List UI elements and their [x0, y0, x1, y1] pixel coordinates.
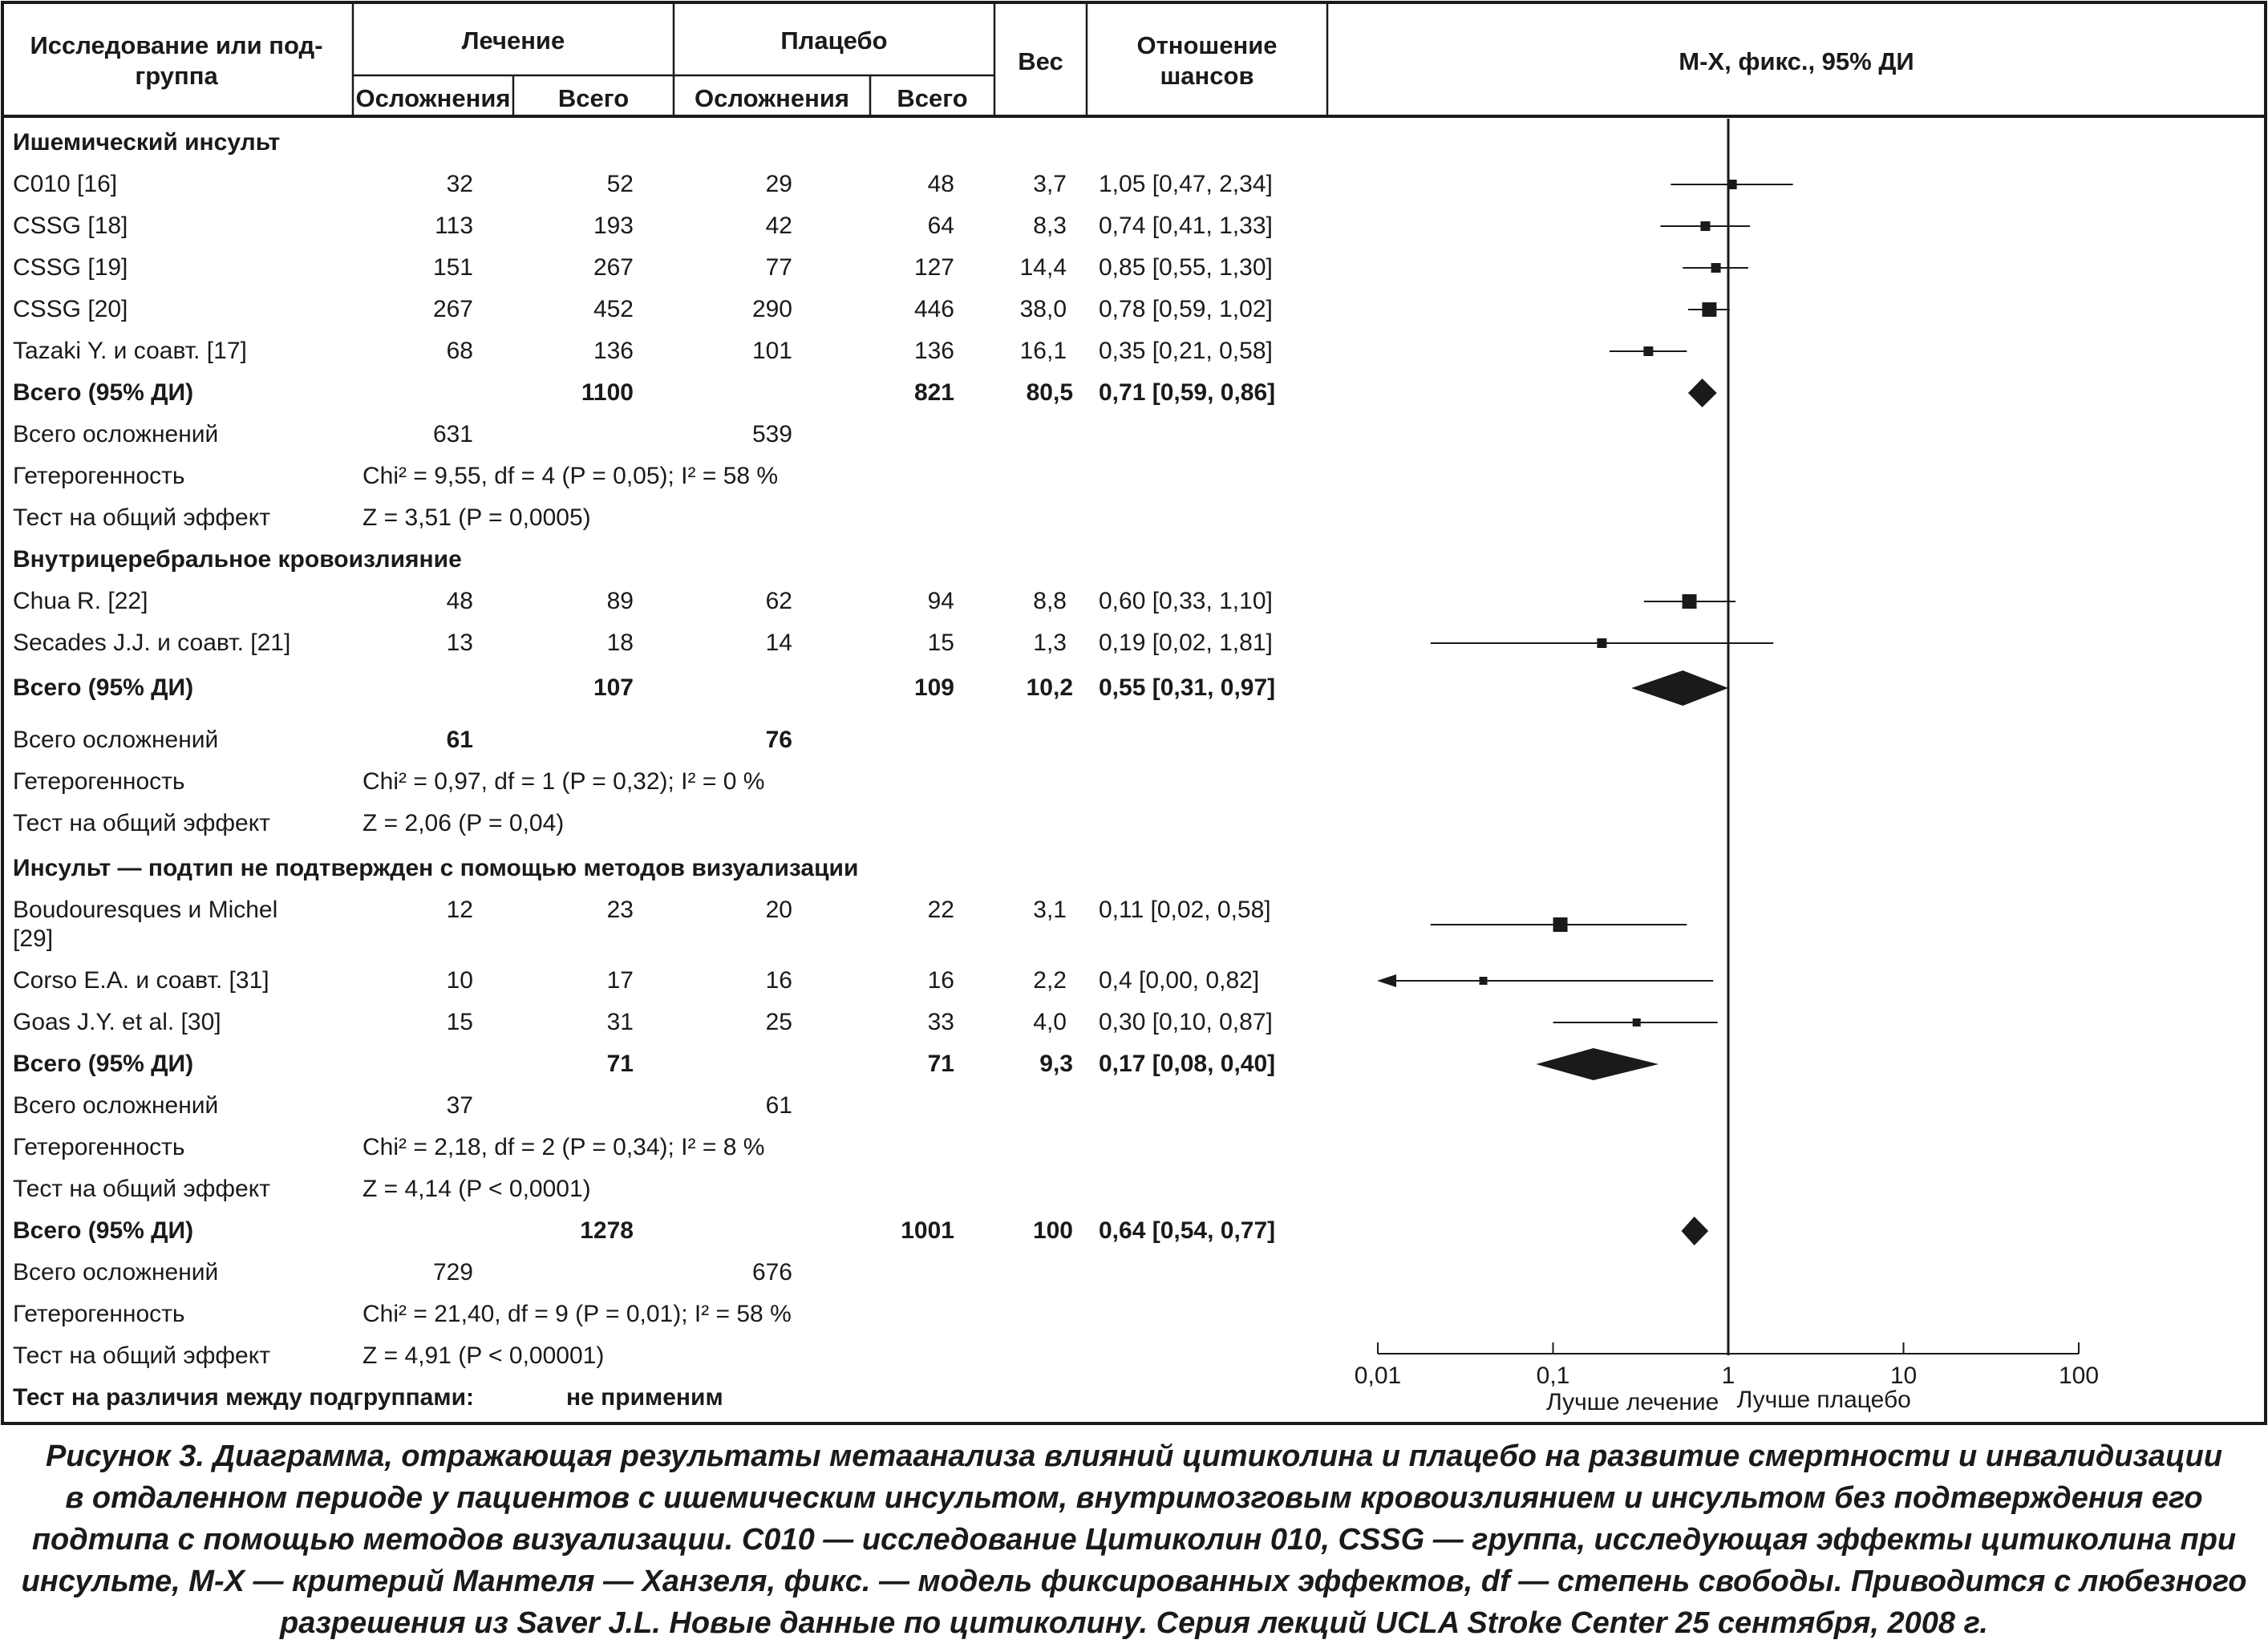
pooled-estimate-diamond [1682, 1217, 1709, 1245]
odds-ratio-value: 0,4 [0,00, 0,82] [1099, 967, 1260, 994]
study-label: Boudouresques и Michel [13, 897, 278, 923]
treatment-total: 23 [606, 897, 634, 923]
treatment-events: 13 [446, 630, 473, 656]
study-label: [29] [13, 925, 54, 952]
weight-value: 38,0 [1019, 296, 1067, 322]
odds-ratio-value: 0,55 [0,31, 0,97] [1099, 674, 1276, 701]
treatment-total: 136 [593, 338, 634, 364]
study-label: Chua R. [22] [13, 588, 148, 614]
weight-value: 4,0 [1033, 1009, 1067, 1035]
study-estimate-square [1683, 594, 1697, 609]
treatment-total: 452 [593, 296, 634, 322]
placebo-total: 821 [913, 379, 954, 406]
treatment-total: 18 [606, 630, 634, 656]
stat-value: Z = 2,06 (P = 0,04) [362, 810, 565, 836]
odds-ratio-value: 0,85 [0,55, 1,30] [1099, 254, 1273, 281]
odds-ratio-value: 0,35 [0,21, 0,58] [1099, 338, 1273, 364]
subgroup-test-label: Тест на различия между подгруппами: [13, 1384, 474, 1411]
pooled-estimate-diamond [1631, 670, 1728, 706]
placebo-events: 539 [751, 421, 792, 447]
study-estimate-square [1553, 917, 1568, 932]
caption-line: разрешения из Saver J.L. Новые данные по цитиколину. Серия лекций UCLA Stroke Center 25 сентября, 2008 г. [280, 1606, 1988, 1640]
weight-value: 8,3 [1033, 213, 1067, 239]
study-estimate-square [1643, 346, 1653, 356]
treatment-events: 12 [446, 897, 473, 923]
study-label: Goas J.Y. et al. [30] [13, 1009, 221, 1035]
stat-value: Chi² = 9,55, df = 4 (P = 0,05); I² = 58 % [362, 463, 779, 489]
treatment-total: 89 [606, 588, 634, 614]
placebo-total: 127 [913, 254, 954, 281]
study-label: CSSG [19] [13, 254, 128, 281]
pooled-estimate-diamond [1688, 379, 1717, 407]
favours-placebo-label: Лучше плацебо [1736, 1387, 1911, 1413]
treatment-total: 1278 [580, 1217, 634, 1244]
odds-ratio-value: 0,74 [0,41, 1,33] [1099, 213, 1273, 239]
treatment-total: 52 [606, 171, 634, 197]
odds-ratio-value: 0,17 [0,08, 0,40] [1099, 1051, 1276, 1077]
treatment-total: 1100 [581, 379, 634, 406]
placebo-total: 109 [913, 674, 954, 701]
placebo-events: 77 [765, 254, 792, 281]
placebo-total: 71 [927, 1051, 954, 1077]
x-tick-label: 1 [1721, 1363, 1735, 1389]
stat-label: Гетерогенность [13, 1134, 185, 1160]
study-estimate-square [1597, 638, 1606, 648]
study-label: Tazaki Y. и соавт. [17] [13, 338, 247, 364]
placebo-total: 33 [927, 1009, 954, 1035]
treatment-events: 10 [446, 967, 473, 994]
subgroup-heading: Инсульт — подтип не подтвержден с помощью методов визуализации [13, 855, 859, 881]
study-estimate-square [1480, 977, 1488, 985]
odds-ratio-value: 0,60 [0,33, 1,10] [1099, 588, 1273, 614]
treatment-events: 68 [446, 338, 473, 364]
study-label: C010 [16] [13, 171, 118, 197]
weight-value: 14,4 [1019, 254, 1067, 281]
stat-value: Z = 4,91 (P < 0,00001) [362, 1342, 605, 1369]
events-label: Всего осложнений [13, 1092, 219, 1119]
odds-ratio-value: 0,11 [0,02, 0,58] [1099, 897, 1271, 923]
stat-label: Тест на общий эффект [13, 1176, 270, 1202]
subgroup-heading: Ишемический инсульт [13, 129, 281, 156]
stat-value: Chi² = 21,40, df = 9 (P = 0,01); I² = 58 % [362, 1301, 792, 1327]
treatment-events: 631 [432, 421, 473, 447]
total-label: Всего (95% ДИ) [13, 379, 194, 406]
caption-line: инсульте, М-Х — критерий Мантеля — Ханзеля, фикс. — модель фиксированных эффектов, df — степень свободы. Приводится с любезного [21, 1565, 2247, 1598]
stat-label: Тест на общий эффект [13, 810, 270, 836]
placebo-events: 14 [765, 630, 792, 656]
caption-line: Рисунок 3. Диаграмма, отражающая результаты метаанализа влияний цитиколина и плацебо на развитие смертности и инвалидизации [45, 1439, 2223, 1473]
placebo-events: 61 [765, 1092, 792, 1119]
subgroup-test-value: не применим [566, 1384, 723, 1411]
header-weight: Вес [1018, 47, 1063, 75]
treatment-events: 32 [446, 171, 473, 197]
placebo-events: 16 [765, 967, 792, 994]
ci-arrow-left [1377, 974, 1396, 987]
treatment-total: 71 [606, 1051, 634, 1077]
stat-value: Chi² = 0,97, df = 1 (P = 0,32); I² = 0 % [362, 768, 765, 795]
treatment-total: 17 [606, 967, 634, 994]
stat-label: Гетерогенность [13, 768, 185, 795]
weight-value: 3,1 [1033, 897, 1067, 923]
header-placebo: Плацебо [780, 26, 888, 55]
header-placebo-total: Всего [897, 84, 968, 112]
header-treatment-total: Всего [557, 84, 630, 112]
events-label: Всего осложнений [13, 727, 219, 753]
study-estimate-square [1700, 221, 1710, 231]
placebo-events: 76 [765, 727, 792, 753]
caption-line: подтипа с помощью методов визуализации. C010 — исследование Цитиколин 010, CSSG — группа, исследующая эффекты цитиколина при [31, 1523, 2237, 1557]
placebo-events: 42 [765, 213, 792, 239]
events-label: Всего осложнений [13, 1259, 219, 1286]
favours-treatment-label: Лучше лечение [1546, 1389, 1719, 1415]
study-label: CSSG [18] [13, 213, 128, 239]
total-label: Всего (95% ДИ) [13, 674, 194, 701]
header-plot-title: М-Х, фикс., 95% ДИ [1679, 47, 1914, 75]
header-or-line1: Отношение [1136, 31, 1278, 59]
placebo-total: 15 [927, 630, 954, 656]
header-or-line2: шансов [1160, 62, 1254, 90]
x-tick-label: 100 [2058, 1363, 2100, 1389]
study-label: Corso E.A. и соавт. [31] [13, 967, 269, 994]
stat-label: Тест на общий эффект [13, 1342, 270, 1369]
odds-ratio-value: 0,64 [0,54, 0,77] [1099, 1217, 1276, 1244]
caption-line: в отдаленном периоде у пациентов с ишемическим инсультом, внутримозговым кровоизлиянием и инсультом без подтверждения его [65, 1481, 2203, 1515]
header-treatment-complications: Осложнения [355, 84, 511, 112]
study-estimate-square [1711, 263, 1721, 273]
stat-value: Z = 4,14 (P < 0,0001) [362, 1176, 591, 1202]
weight-value: 3,7 [1033, 171, 1067, 197]
placebo-events: 101 [751, 338, 792, 364]
total-label: Всего (95% ДИ) [13, 1217, 194, 1244]
placebo-events: 676 [751, 1259, 792, 1286]
study-label: Secades J.J. и соавт. [21] [13, 630, 291, 656]
placebo-events: 29 [765, 171, 792, 197]
figure-caption [0, 1435, 2268, 1644]
placebo-total: 446 [913, 296, 954, 322]
placebo-events: 20 [765, 897, 792, 923]
placebo-total: 94 [927, 588, 954, 614]
treatment-events: 729 [432, 1259, 473, 1286]
study-estimate-square [1633, 1018, 1641, 1026]
weight-value: 9,3 [1039, 1051, 1073, 1077]
odds-ratio-value: 0,19 [0,02, 1,81] [1099, 630, 1273, 656]
treatment-total: 31 [606, 1009, 634, 1035]
treatment-events: 151 [432, 254, 473, 281]
stat-value: Z = 3,51 (P = 0,0005) [362, 504, 591, 531]
placebo-events: 62 [765, 588, 792, 614]
placebo-events: 25 [765, 1009, 792, 1035]
odds-ratio-value: 0,71 [0,59, 0,86] [1099, 379, 1276, 406]
treatment-events: 48 [446, 588, 473, 614]
subgroup-heading: Внутрицеребральное кровоизлияние [13, 546, 462, 573]
stat-value: Chi² = 2,18, df = 2 (P = 0,34); I² = 8 % [362, 1134, 765, 1160]
placebo-total: 22 [927, 897, 954, 923]
study-label: CSSG [20] [13, 296, 128, 322]
study-estimate-square [1727, 180, 1737, 189]
weight-value: 1,3 [1033, 630, 1067, 656]
treatment-events: 37 [446, 1092, 473, 1119]
placebo-total: 48 [927, 171, 954, 197]
pooled-estimate-diamond [1536, 1048, 1658, 1080]
odds-ratio-value: 1,05 [0,47, 2,34] [1099, 171, 1273, 197]
treatment-events: 61 [446, 727, 473, 753]
placebo-total: 1001 [901, 1217, 954, 1244]
x-tick-label: 0,1 [1536, 1363, 1570, 1389]
treatment-events: 113 [435, 213, 473, 239]
treatment-events: 267 [432, 296, 473, 322]
total-label: Всего (95% ДИ) [13, 1051, 194, 1077]
events-label: Всего осложнений [13, 421, 219, 447]
stat-label: Гетерогенность [13, 463, 185, 489]
weight-value: 2,2 [1033, 967, 1067, 994]
placebo-total: 64 [927, 213, 954, 239]
stat-label: Тест на общий эффект [13, 504, 270, 531]
weight-value: 80,5 [1026, 379, 1073, 406]
weight-value: 100 [1032, 1217, 1073, 1244]
weight-value: 8,8 [1033, 588, 1067, 614]
stat-label: Гетерогенность [13, 1301, 185, 1327]
study-estimate-square [1702, 302, 1716, 317]
header-study-line2: группа [135, 62, 218, 90]
treatment-total: 193 [593, 213, 634, 239]
placebo-total: 16 [927, 967, 954, 994]
placebo-events: 290 [751, 296, 792, 322]
treatment-events: 15 [446, 1009, 473, 1035]
odds-ratio-value: 0,30 [0,10, 0,87] [1099, 1009, 1273, 1035]
treatment-total: 267 [593, 254, 634, 281]
placebo-total: 136 [913, 338, 954, 364]
odds-ratio-value: 0,78 [0,59, 1,02] [1099, 296, 1273, 322]
header-placebo-complications: Осложнения [695, 84, 849, 112]
treatment-total: 107 [593, 674, 634, 701]
weight-value: 10,2 [1026, 674, 1073, 701]
x-tick-label: 0,01 [1354, 1363, 1402, 1389]
weight-value: 16,1 [1019, 338, 1067, 364]
header-study-line1: Исследование или под- [30, 31, 323, 59]
x-tick-label: 10 [1889, 1363, 1918, 1389]
header-treatment: Лечение [461, 26, 565, 55]
